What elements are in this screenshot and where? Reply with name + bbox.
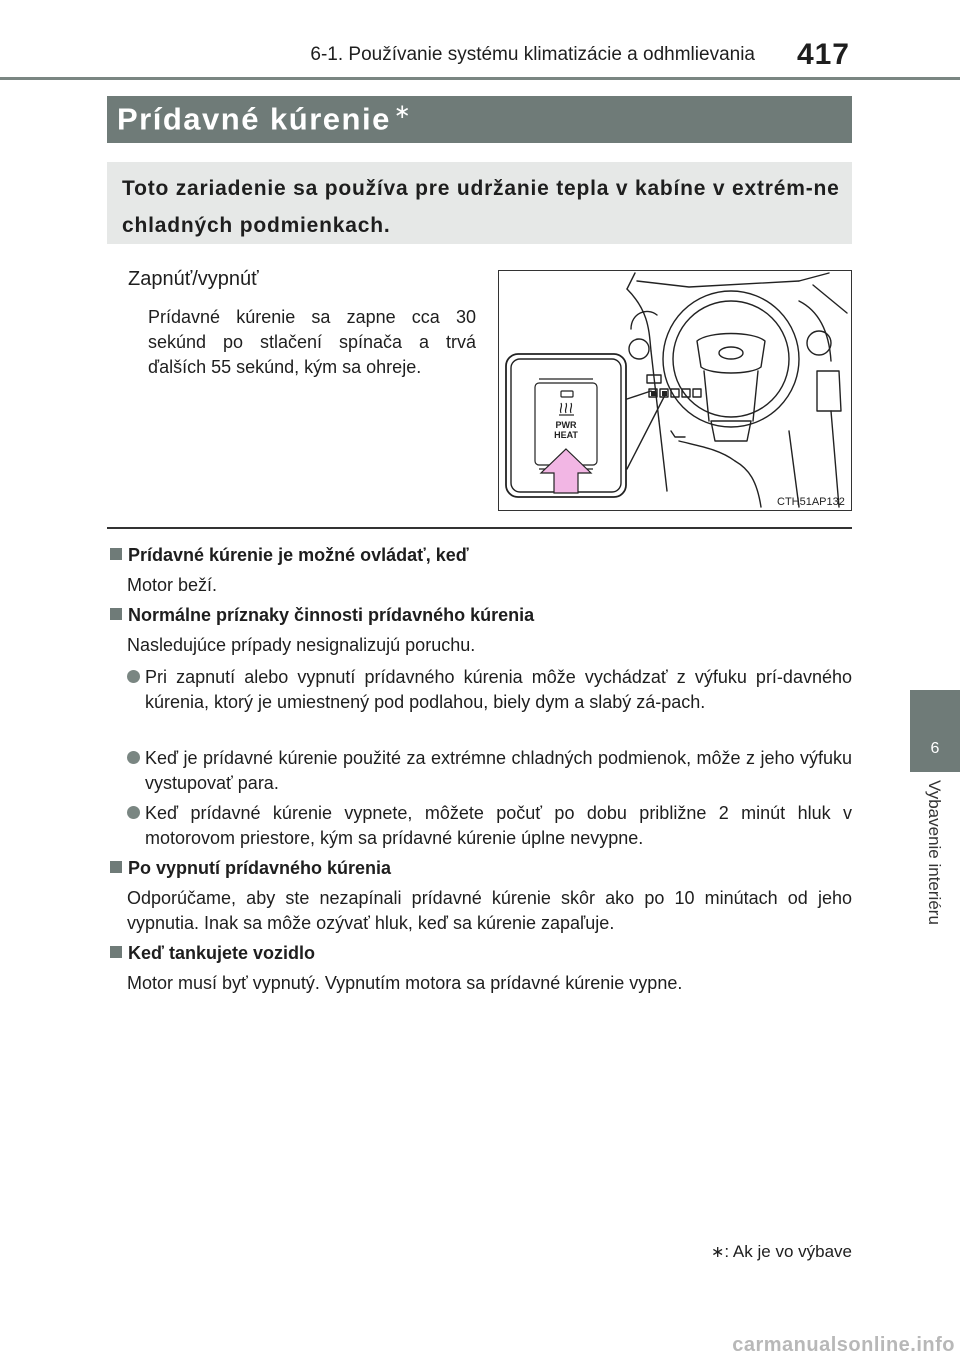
footnote-marker: ∗ — [711, 1244, 725, 1261]
square-bullet-icon — [110, 608, 122, 620]
note-heading — [110, 545, 469, 566]
button-label-heat: HEAT — [554, 430, 578, 440]
round-bullet-icon — [127, 806, 140, 819]
figure-code: CTH51AP132 — [777, 496, 845, 508]
note-heading — [110, 605, 534, 626]
chapter-number: 6 — [930, 740, 940, 757]
bullet-text: Keď prídavné kúrenie vypnete, môžete počuť po dobu približne 2 minút hluk v motorovom priestore, kým sa prídavné kúrenie úplne nevypne. — [145, 803, 852, 848]
note-text: Motor musí byť vypnutý. Vypnutím motora sa prídavné kúrenie vypne. — [127, 973, 683, 993]
step-title: Zapnúť/vypnúť — [128, 268, 259, 290]
note-heading-text: Po vypnutí prídavného kúrenia — [128, 858, 392, 878]
header-divider — [0, 77, 960, 80]
note-text: Nasledujúce prípady nesignalizujú poruchu. — [127, 635, 476, 655]
round-bullet-icon — [127, 751, 140, 764]
chapter-label-text: Vybavenie interiéru — [925, 780, 944, 925]
page-title-text: Prídavné kúrenie — [117, 101, 391, 137]
square-bullet-icon — [110, 548, 122, 560]
bullet-text: Pri zapnutí alebo vypnutí prídavného kúrenia môže vychádzať z výfuku prí-davného kúrenia, ktorý je umiestnený pod podlahou, biely dym a slabý zá-pach. — [145, 667, 852, 712]
note-heading — [110, 943, 315, 964]
step-description: Prídavné kúrenie sa zapne cca 30 sekúnd po stlačení spínača a trvá ďalších 55 sekúnd, kým sa ohreje. — [148, 307, 476, 377]
dashboard-illustration — [499, 271, 850, 509]
note-text: Motor beží. — [127, 575, 218, 595]
page-number: 417 — [796, 38, 850, 71]
note-text: Odporúčame, aby ste nezapínali prídavné kúrenie skôr ako po 10 minútach od jeho vypnutia. Inak sa môže ozývať hluk, keď sa kúrenie zapaľuje. — [127, 888, 852, 933]
square-bullet-icon — [110, 861, 122, 873]
round-bullet-icon — [127, 670, 140, 683]
button-label-pwr: PWR — [555, 420, 577, 430]
title-marker: ∗ — [393, 101, 413, 123]
chapter-label — [924, 780, 954, 970]
note-heading-text: Normálne príznaky činnosti prídavného kúrenia — [128, 605, 535, 625]
footnote-text: : Ak je vo výbave — [724, 1242, 852, 1261]
section-divider — [107, 527, 852, 529]
section-title: 6-1. Používanie systému klimatizácie a odhmlievania — [310, 44, 755, 65]
footnote — [600, 1242, 852, 1262]
note-heading-text: Prídavné kúrenie je možné ovládať, keď — [128, 545, 469, 565]
bullet-text: Keď je prídavné kúrenie použité za extrémne chladných podmienok, môže z jeho výfuku vystupovať para. — [145, 748, 852, 793]
note-heading-text: Keď tankujete vozidlo — [128, 943, 315, 963]
page-title — [117, 99, 412, 137]
chapter-tab — [910, 690, 960, 772]
dashboard-figure — [498, 270, 852, 511]
square-bullet-icon — [110, 946, 122, 958]
intro-text: Toto zariadenie sa používa pre udržanie tepla v kabíne v extrém-ne chladných podmienkach. — [122, 177, 840, 237]
watermark: carmanualsonline.info — [732, 1334, 955, 1356]
note-heading — [110, 858, 391, 879]
